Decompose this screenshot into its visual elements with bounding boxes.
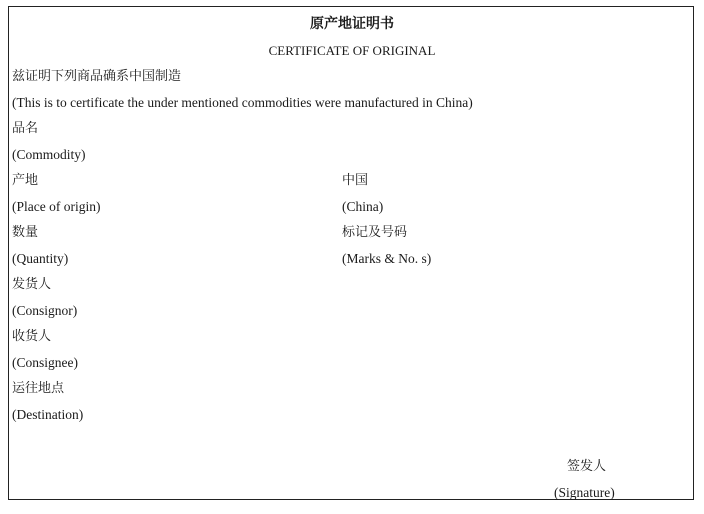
quantity-label-cn: 数量 (12, 225, 39, 240)
destination-label-en: (Destination) (12, 407, 84, 422)
marks-label-cn: 标记及号码 (342, 225, 408, 240)
signature-label-cn: 签发人 (567, 459, 607, 474)
place-of-origin-label-en: (Place of origin) (12, 199, 101, 214)
place-of-origin-value-en: (China) (342, 199, 384, 214)
commodity-label-en: (Commodity) (12, 147, 86, 162)
place-of-origin-value-cn: 中国 (342, 173, 369, 188)
marks-label-en: (Marks & No. s) (342, 251, 432, 266)
consignee-label-en: (Consignee) (12, 355, 78, 370)
consignor-label-cn: 发货人 (12, 277, 52, 292)
commodity-label-cn: 品名 (12, 121, 39, 136)
title-chinese: 原产地证明书 (310, 16, 394, 32)
place-of-origin-label-cn: 产地 (12, 173, 39, 188)
certificate-frame (8, 6, 694, 500)
statement-english: (This is to certificate the under mentioned commodities were manufactured in China) (12, 95, 473, 110)
consignee-label-cn: 收货人 (12, 329, 52, 344)
title-english: CERTIFICATE OF ORIGINAL (268, 43, 436, 58)
signature-label-en: (Signature) (554, 485, 615, 500)
quantity-label-en: (Quantity) (12, 251, 69, 266)
statement-chinese: 兹证明下列商品确系中国制造 (12, 69, 182, 84)
consignor-label-en: (Consignor) (12, 303, 78, 318)
destination-label-cn: 运往地点 (12, 381, 65, 396)
